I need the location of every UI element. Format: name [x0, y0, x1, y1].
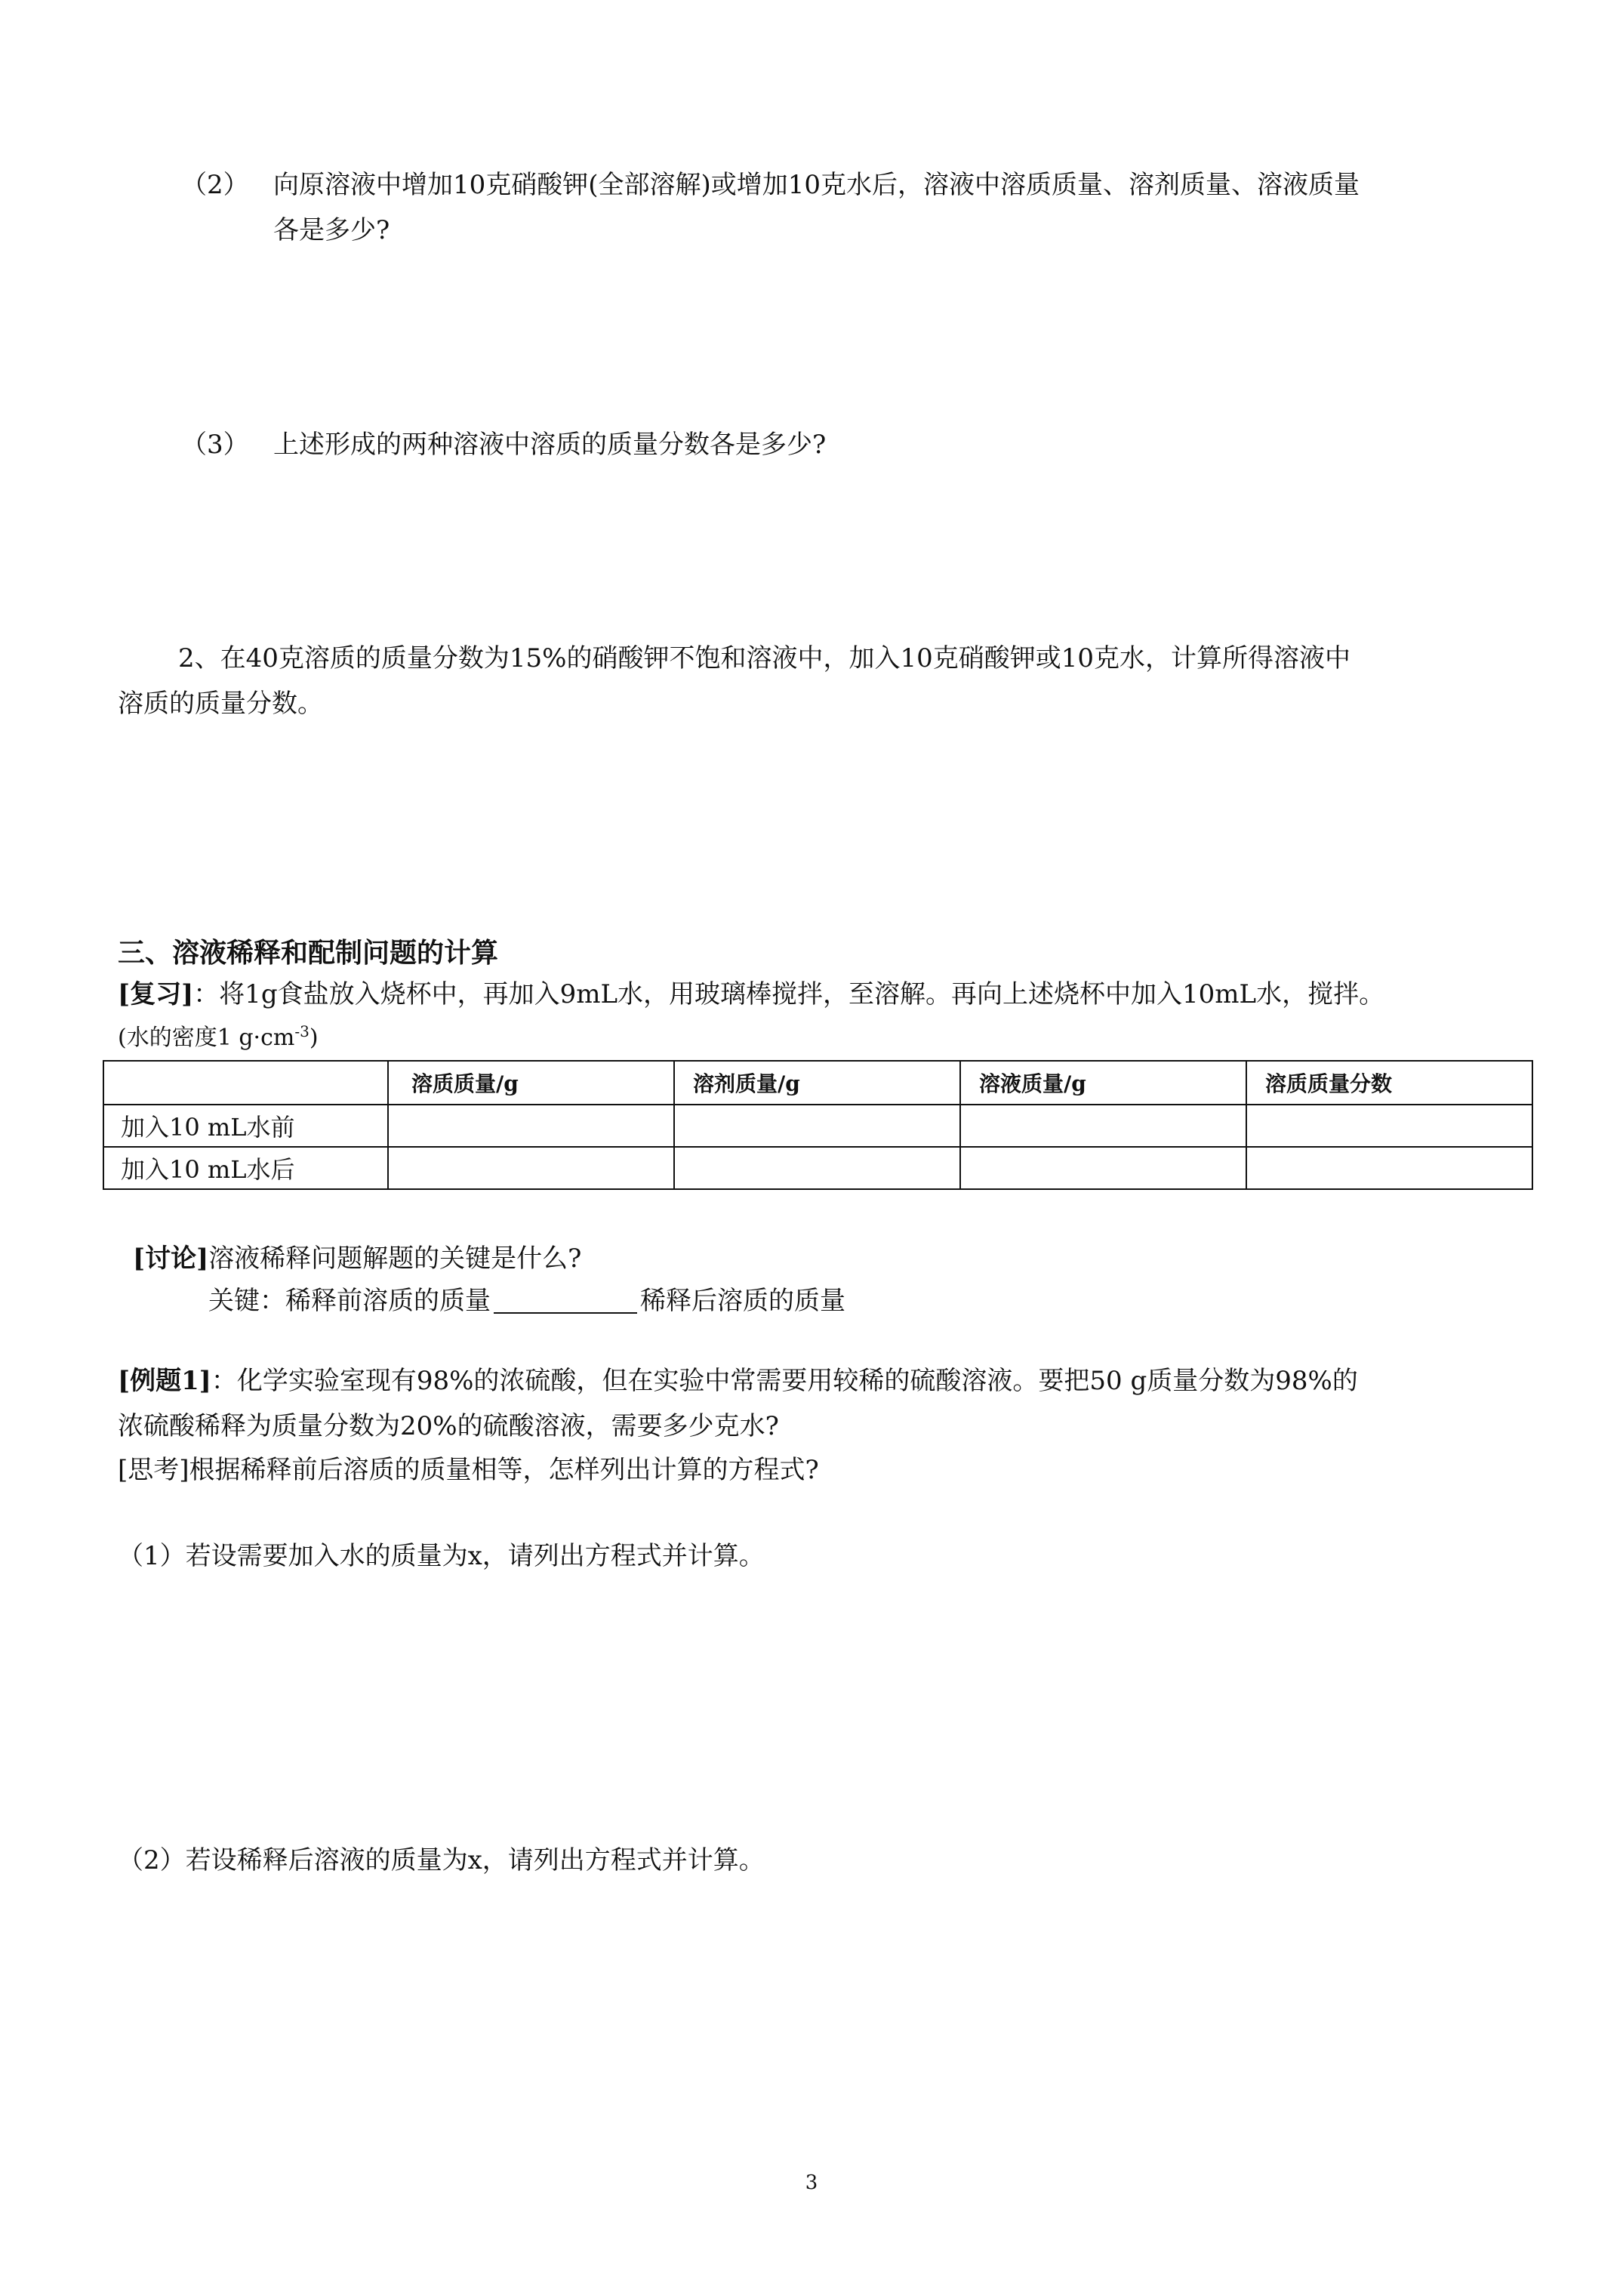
table-row-label: 加入10 mL水前	[103, 1105, 388, 1147]
table-row-label: 加入10 mL水后	[103, 1147, 388, 1189]
review-paragraph	[118, 979, 1385, 1009]
table-header-cell: 溶质质量/g	[388, 1061, 674, 1105]
question-3-label: （3）	[181, 430, 249, 460]
discussion-key-line	[208, 1288, 845, 1314]
table-header-row	[103, 1061, 1532, 1105]
table-cell	[388, 1105, 674, 1147]
table-cell	[388, 1147, 674, 1189]
table-header-cell: 溶液质量/g	[960, 1061, 1246, 1105]
table-cell	[1246, 1147, 1532, 1189]
example-1-line1	[118, 1368, 1358, 1394]
density-close: )	[309, 1025, 319, 1051]
page-number: 3	[805, 2171, 818, 2194]
example-1-text: ：化学实验室现有98%的浓硫酸，但在实验中常需要用较稀的硫酸溶液。要把50 g质量分数为98%的	[211, 1366, 1358, 1396]
table-cell	[1246, 1105, 1532, 1147]
table-cell	[674, 1147, 960, 1189]
question-2-text-line1: 向原溶液中增加10克硝酸钾(全部溶解)或增加10克水后，溶液中溶质质量、溶剂质量、溶液质量	[273, 170, 1360, 200]
water-density-note	[118, 1022, 319, 1051]
key-prefix: 关键：稀释前溶质的质量	[208, 1286, 491, 1316]
density-exponent: -3	[294, 1022, 310, 1040]
question-3-text: 上述形成的两种溶液中溶质的质量分数各是多少?	[273, 430, 827, 460]
example-1-subquestion-2: （2）若设稀释后溶液的质量为x，请列出方程式并计算。	[118, 1845, 765, 1875]
review-tag: [复习]	[118, 979, 194, 1009]
problem-2-line2: 溶质的质量分数。	[118, 689, 323, 719]
problem-2-line1: 2、在40克溶质的质量分数为15%的硝酸钾不饱和溶液中，加入10克硝酸钾或10克水，计算所得溶液中	[178, 643, 1350, 673]
think-prompt: [思考]根据稀释前后溶质的质量相等，怎样列出计算的方程式?	[118, 1455, 819, 1485]
discussion-question: 溶液稀释问题解题的关键是什么?	[208, 1244, 582, 1274]
discussion-paragraph	[133, 1244, 582, 1274]
density-text: (水的密度1 g·cm	[118, 1025, 295, 1051]
table-row	[103, 1105, 1532, 1147]
table-cell	[960, 1147, 1246, 1189]
discussion-tag: [讨论]	[133, 1244, 209, 1274]
table-cell	[674, 1105, 960, 1147]
example-1-tag: [例题1]	[118, 1366, 211, 1396]
table-header-cell: 溶剂质量/g	[674, 1061, 960, 1105]
question-2-label: （2）	[181, 170, 249, 200]
example-1-line2: 浓硫酸稀释为质量分数为20%的硫酸溶液，需要多少克水?	[118, 1411, 779, 1441]
question-2-text-line2: 各是多少?	[273, 215, 390, 245]
review-text: ：将1g食盐放入烧杯中，再加入9mL水，用玻璃棒搅拌，至溶解。再向上述烧杯中加入10mL水，搅拌。	[193, 979, 1385, 1009]
table-row	[103, 1147, 1532, 1189]
example-1-subquestion-1: （1）若设需要加入水的质量为x，请列出方程式并计算。	[118, 1541, 765, 1571]
section-3-title: 三、溶液稀释和配制问题的计算	[118, 937, 499, 969]
key-suffix: 稀释后溶质的质量	[640, 1286, 845, 1316]
table-cell	[960, 1105, 1246, 1147]
dilution-table	[103, 1060, 1533, 1190]
table-header-cell	[103, 1061, 388, 1105]
answer-blank[interactable]	[494, 1290, 637, 1314]
table-header-cell: 溶质质量分数	[1246, 1061, 1532, 1105]
